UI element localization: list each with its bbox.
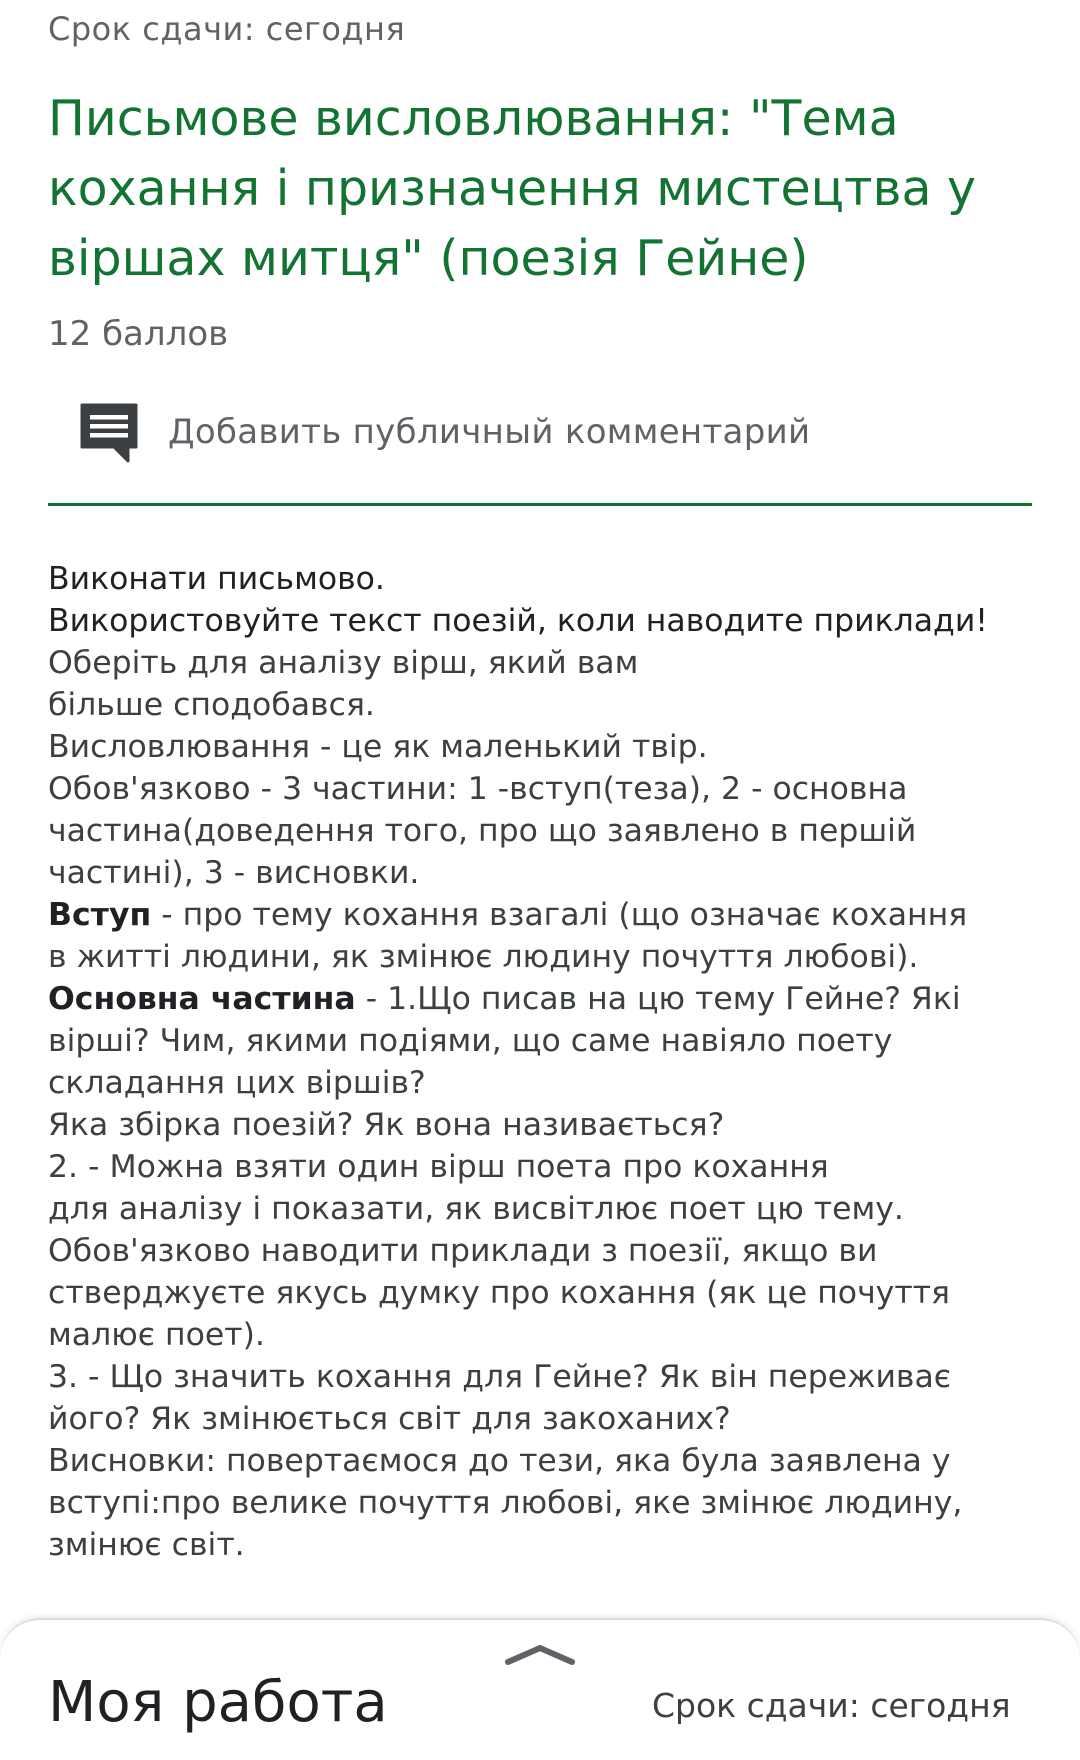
description-line: його? Як змінюється світ для закоханих? <box>48 1401 731 1437</box>
comment-icon <box>78 403 140 463</box>
intro-text: - про тему кохання взагалі (що означає кохання <box>151 897 968 933</box>
description-line: Виконати письмово. <box>48 561 385 597</box>
description-line: змінює світ. <box>48 1527 245 1563</box>
assignment-title: Письмове висловлювання: "Тема кохання і призначення мистецтва у віршах митця" (поезія Гейне) <box>48 90 977 287</box>
my-work-due-label: Срок сдачи: сегодня <box>652 1686 1011 1725</box>
section-divider <box>48 503 1032 506</box>
description-line: Обов'язково наводити приклади з поезії, якщо ви <box>48 1233 878 1269</box>
description-line: вступі:про велике почуття любові, яке змінює людину, <box>48 1485 963 1521</box>
description-line: частина(доведення того, про що заявлено в першій <box>48 813 917 849</box>
add-comment-label: Добавить публичный комментарий <box>168 412 811 452</box>
description-line: стверджуєте якусь думку про кохання (як це почуття <box>48 1275 950 1311</box>
description-line: більше сподобався. <box>48 687 375 723</box>
description-line: Висновки: повертаємося до тези, яка була заявлена у <box>48 1443 951 1479</box>
description-line: для аналізу і показати, як висвітлює поет цю тему. <box>48 1191 904 1227</box>
description-line-main <box>48 978 1058 1020</box>
add-public-comment-button[interactable] <box>0 388 1080 488</box>
intro-heading: Вступ <box>48 897 152 933</box>
assignment-description <box>48 558 1058 1566</box>
description-line: частині), 3 - висновки. <box>48 855 420 891</box>
description-line: вірші? Чим, якими подіями, що саме навіяло поету <box>48 1023 893 1059</box>
main-part-text: - 1.Що писав на цю тему Гейне? Які <box>355 981 961 1017</box>
chevron-up-icon[interactable] <box>500 1642 580 1666</box>
description-line: Використовуйте текст поезій, коли наводите приклади! <box>48 603 988 639</box>
my-work-panel[interactable] <box>0 1618 1080 1760</box>
description-line: Яка збірка поезій? Як вона називається? <box>48 1107 725 1143</box>
due-date-label: Срок сдачи: сегодня <box>48 10 406 48</box>
main-part-heading: Основна частина <box>48 981 356 1017</box>
my-work-title: Моя работа <box>48 1670 388 1735</box>
description-line: 3. - Що значить кохання для Гейне? Як він переживає <box>48 1359 952 1395</box>
description-line: в житті людини, як змінює людину почуття любові). <box>48 939 919 975</box>
description-line: Висловлювання - це як маленький твір. <box>48 729 708 765</box>
description-line: Обов'язково - 3 частини: 1 -вступ(теза), 2 - основна <box>48 771 908 807</box>
description-line: 2. - Можна взяти один вірш поета про кохання <box>48 1149 829 1185</box>
description-line: складання цих віршів? <box>48 1065 426 1101</box>
points-label: 12 баллов <box>48 314 229 354</box>
description-line: Оберіть для аналізу вірш, який вам <box>48 645 639 681</box>
description-line: малює поет). <box>48 1317 265 1353</box>
description-line-intro <box>48 894 1058 936</box>
